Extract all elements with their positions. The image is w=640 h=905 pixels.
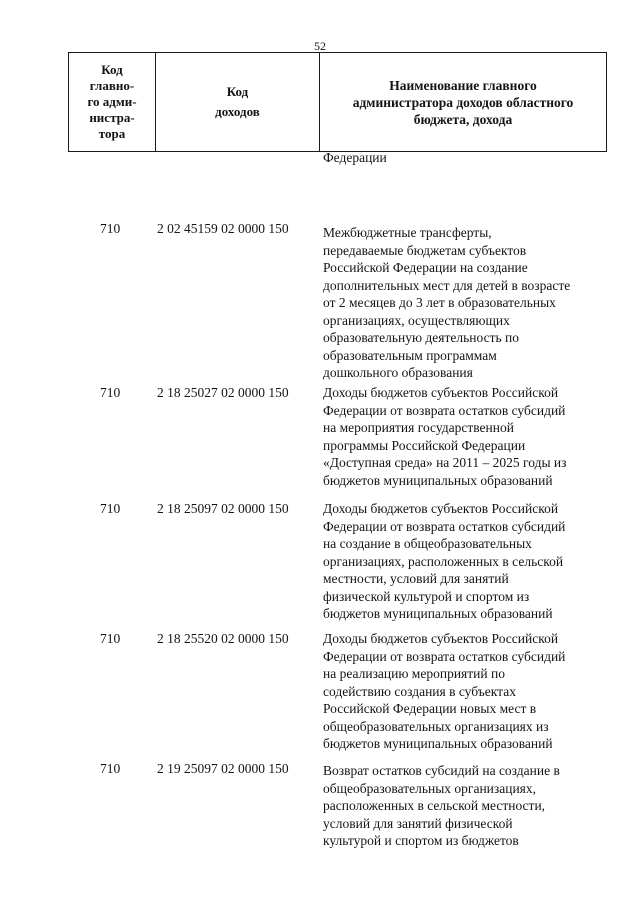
description-line: бюджетов муниципальных образований [323, 736, 553, 751]
description-line: бюджетов муниципальных образований [323, 472, 553, 488]
row-admin-code: 710 [100, 501, 121, 516]
row-income-code: 2 19 25097 02 0000 150 [157, 761, 289, 776]
description-line: организациях, осуществляющих [323, 312, 510, 328]
description-line: физической культурой и спортом из [323, 588, 530, 604]
row-description [323, 224, 603, 382]
header-code-line: доходов [215, 104, 260, 119]
row-description [323, 630, 603, 753]
header-admin-line: го адми- [87, 94, 137, 109]
header-income-code [156, 53, 320, 152]
row-income-code: 2 18 25027 02 0000 150 [157, 385, 289, 400]
table-header [68, 52, 607, 152]
description-line: дополнительных мест для детей в возрасте [323, 277, 571, 293]
description-line: общеобразовательных организациях, [323, 780, 537, 796]
description-line: Межбюджетные трансферты, [323, 225, 492, 240]
header-name-line: администратора доходов областного [352, 94, 574, 110]
description-line: организациях, расположенных в сельской [323, 553, 564, 569]
description-line: бюджетов муниципальных образований [323, 606, 553, 621]
description-line: Федерации от возврата остатков субсидий [323, 648, 566, 664]
continuation-text: Федерации [323, 150, 387, 165]
description-line: Возврат остатков субсидий на создание в [323, 763, 560, 778]
description-line: условий для занятий физической [323, 815, 513, 831]
description-line: содействию создания в субъектах [323, 683, 516, 699]
description-line: программы Российской Федерации [323, 437, 526, 453]
header-admin-line: тора [98, 126, 126, 141]
row-description [323, 500, 603, 623]
description-line: Российской Федерации новых мест в [323, 701, 537, 716]
description-line: Федерации от возврата остатков субсидий [323, 518, 566, 534]
description-line: Федерации от возврата остатков субсидий [323, 402, 566, 418]
row-description [323, 384, 603, 489]
row-description [323, 762, 603, 850]
row-income-code: 2 18 25520 02 0000 150 [157, 631, 289, 646]
description-line: Доходы бюджетов субъектов Российской [323, 631, 559, 646]
row-admin-code: 710 [100, 221, 121, 236]
page-number: 52 [314, 39, 326, 53]
description-line: на мероприятия государственной [323, 420, 514, 435]
description-line: передаваемые бюджетам субъектов [323, 242, 527, 258]
description-line: от 2 месяцев до 3 лет в образовательных [323, 295, 556, 310]
header-admin-code [69, 53, 156, 152]
description-line: «Доступная среда» на 2011 – 2025 годы из [323, 455, 567, 470]
description-line: Доходы бюджетов субъектов Российской [323, 385, 559, 400]
description-line: образовательную деятельность по [323, 330, 519, 345]
description-line: Российской Федерации на создание [323, 260, 528, 275]
row-income-code: 2 02 45159 02 0000 150 [157, 221, 289, 236]
description-line: культурой и спортом из бюджетов [323, 833, 519, 848]
description-line: образовательным программам [323, 347, 497, 363]
description-line: дошкольного образования [323, 365, 473, 380]
description-line: общеобразовательных организациях из [323, 718, 549, 734]
row-admin-code: 710 [100, 385, 121, 400]
header-admin-line: главно- [89, 78, 135, 93]
header-code-line: Код [226, 84, 249, 99]
header-admin-line: нистра- [89, 110, 135, 125]
description-line: на создание в общеобразовательных [323, 536, 532, 551]
row-admin-code: 710 [100, 761, 121, 776]
description-line: Доходы бюджетов субъектов Российской [323, 501, 559, 516]
header-name [320, 53, 607, 152]
row-admin-code: 710 [100, 631, 121, 646]
header-name-line: бюджета, дохода [413, 111, 513, 127]
row-income-code: 2 18 25097 02 0000 150 [157, 501, 289, 516]
description-line: расположенных в сельской местности, [323, 798, 546, 813]
description-line: местности, условий для занятий [323, 571, 509, 586]
header-admin-line: Код [101, 62, 123, 77]
header-name-line: Наименование главного [389, 77, 537, 93]
description-line: на реализацию мероприятий по [323, 666, 505, 681]
